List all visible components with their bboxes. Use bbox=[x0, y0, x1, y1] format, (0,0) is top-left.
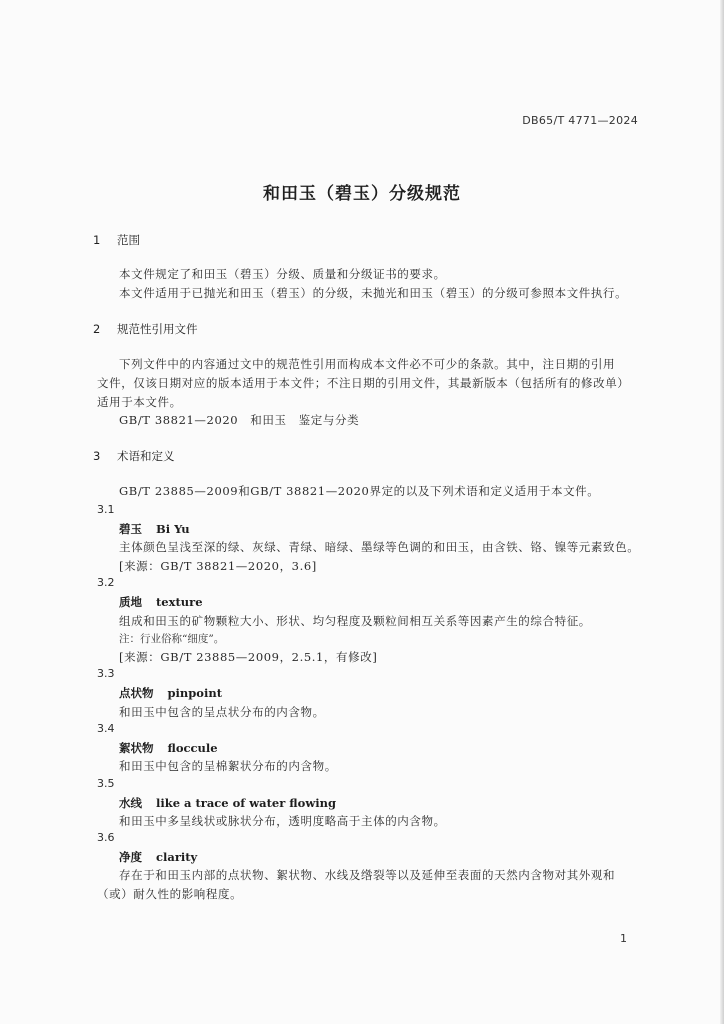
term-number: 3.6 bbox=[97, 831, 115, 844]
term-note: 注：行业俗称“细度”。 bbox=[119, 633, 225, 645]
paragraph: GB/T 23885—2009和GB/T 38821—2020界定的以及下列术语和定义适用于本文件。 bbox=[119, 484, 600, 498]
term-number: 3.3 bbox=[97, 667, 115, 680]
term-en: pinpoint bbox=[167, 686, 223, 700]
paragraph: 下列文件中的内容通过文中的规范性引用而构成本文件必不可少的条款。其中，注日期的引用文件，仅该日期对应的版本适用于本文件；不注日期的引用文件，其最新版本（包括所有的修改单）适用于本文件。 bbox=[97, 357, 624, 409]
term-definition: 主体颜色呈浅至深的绿、灰绿、青绿、暗绿、墨绿等色调的和田玉，由含铁、铬、镍等元素致色。 bbox=[119, 540, 640, 554]
section-2-heading bbox=[93, 321, 198, 337]
term-en: Bi Yu bbox=[156, 522, 190, 536]
term-number: 3.1 bbox=[97, 503, 115, 516]
term-number: 3.4 bbox=[97, 722, 115, 735]
document-title: 和田玉（碧玉）分级规范 bbox=[263, 184, 461, 204]
term-number: 3.5 bbox=[97, 777, 115, 790]
page-edge bbox=[720, 0, 724, 1024]
term-zh: 净度 bbox=[119, 850, 142, 864]
term-zh: 质地 bbox=[119, 595, 142, 609]
page-number: 1 bbox=[620, 932, 627, 945]
term-source: [来源：GB/T 23885—2009，2.5.1，有修改] bbox=[119, 650, 378, 664]
term-definition: 和田玉中包含的呈点状分布的内含物。 bbox=[119, 705, 325, 719]
section-3-heading bbox=[93, 448, 175, 464]
term-zh: 絮状物 bbox=[119, 741, 154, 755]
term-en: clarity bbox=[156, 850, 198, 864]
term-en: texture bbox=[156, 595, 203, 609]
term-definition: 和田玉中多呈线状或脉状分布，透明度略高于主体的内含物。 bbox=[119, 814, 446, 828]
term-number: 3.2 bbox=[97, 576, 115, 589]
term-source: [来源：GB/T 38821—2020，3.6] bbox=[119, 559, 317, 573]
paragraph: 本文件规定了和田玉（碧玉）分级、质量和分级证书的要求。 bbox=[119, 267, 446, 281]
section-title: 范围 bbox=[117, 233, 140, 247]
section-title: 术语和定义 bbox=[117, 449, 175, 463]
term-definition: 存在于和田玉内部的点状物、絮状物、水线及绺裂等以及延伸至表面的天然内含物对其外观和（或）耐久性的影响程度。 bbox=[97, 868, 616, 901]
term-zh: 碧玉 bbox=[119, 522, 142, 536]
term-en: like a trace of water flowing bbox=[156, 796, 336, 810]
term-3-6 bbox=[119, 849, 197, 865]
term-3-3 bbox=[119, 685, 222, 701]
normative-reference: GB/T 38821—2020 和田玉 鉴定与分类 bbox=[119, 413, 360, 427]
paragraph: 本文件适用于已抛光和田玉（碧玉）的分级，未抛光和田玉（碧玉）的分级可参照本文件执行。 bbox=[119, 286, 628, 300]
term-3-1 bbox=[119, 521, 190, 537]
standard-number: DB65/T 4771—2024 bbox=[522, 114, 638, 127]
term-3-2 bbox=[119, 594, 203, 610]
section-title: 规范性引用文件 bbox=[117, 322, 198, 336]
term-3-5 bbox=[119, 795, 336, 811]
term-3-4 bbox=[119, 740, 218, 756]
term-definition: 和田玉中包含的呈棉絮状分布的内含物。 bbox=[119, 759, 337, 773]
term-zh: 点状物 bbox=[119, 686, 154, 700]
section-number: 3 bbox=[93, 449, 101, 463]
section-number: 1 bbox=[93, 233, 101, 247]
section-number: 2 bbox=[93, 322, 101, 336]
term-en: floccule bbox=[167, 741, 218, 755]
section-1-heading bbox=[93, 232, 140, 248]
term-zh: 水线 bbox=[119, 796, 142, 810]
term-definition: 组成和田玉的矿物颗粒大小、形状、均匀程度及颗粒间相互关系等因素产生的综合特征。 bbox=[119, 614, 591, 628]
